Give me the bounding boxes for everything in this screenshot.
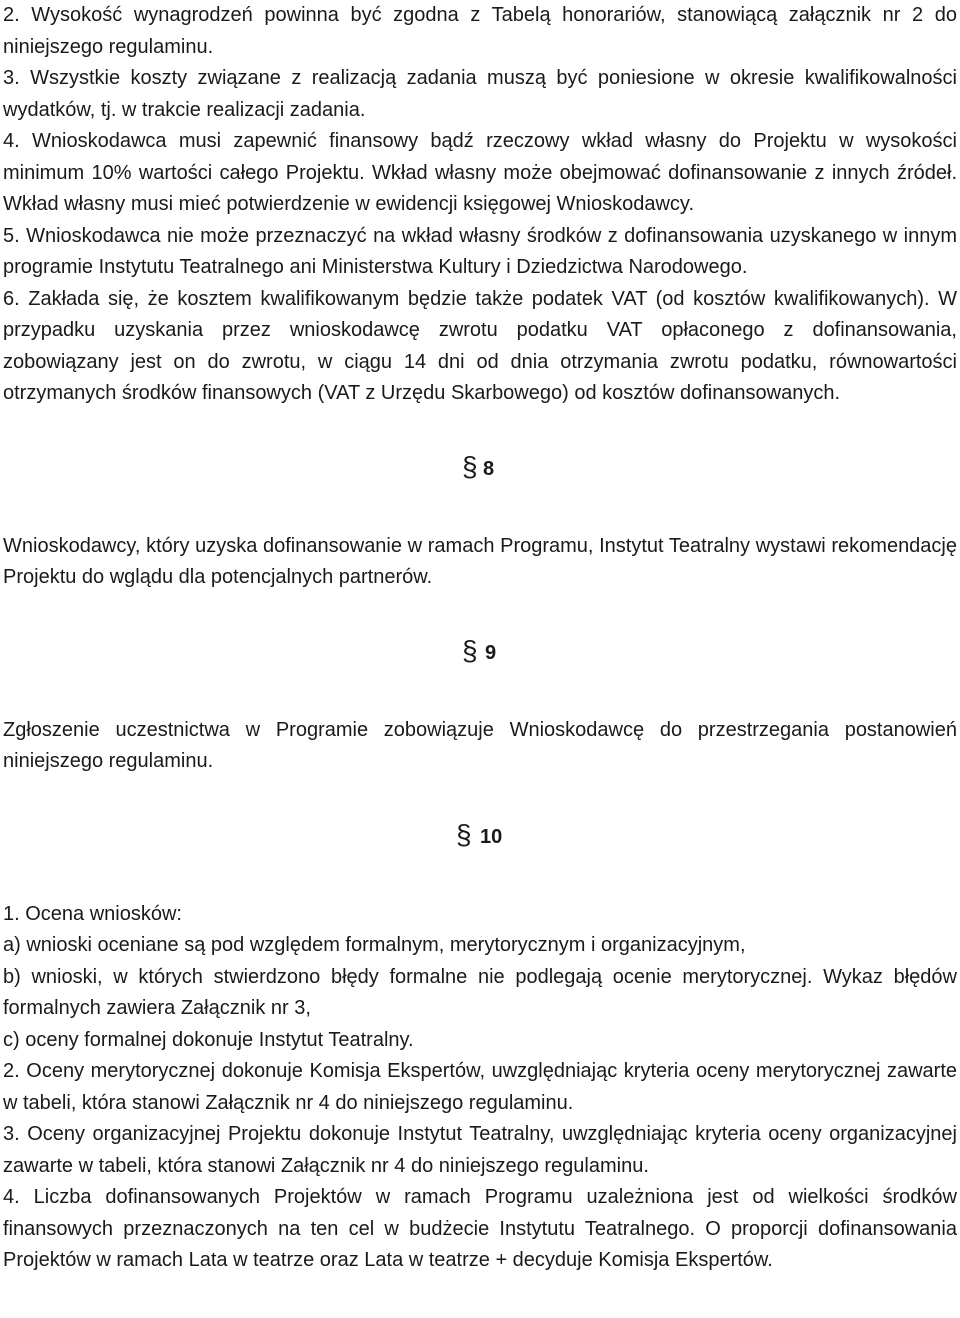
section-10-item-1a: a) wnioski oceniane są pod względem formalnym, merytorycznym i organizacyjnym, bbox=[3, 934, 746, 956]
section-number: 8 bbox=[483, 457, 495, 480]
section-10-item-1b: b) wnioski, w których stwierdzono błędy formalne nie podlegają ocenie merytorycznej. Wykaz błędów formalnych zawiera Załącznik nr 3, bbox=[3, 965, 957, 1019]
section-9-heading bbox=[3, 625, 957, 685]
section-10-item-3: 3. Oceny organizacyjnej Projektu dokonuje Instytut Teatralny, uwzględniając kryteria oceny organizacyjnej zawarte w tabeli, która stanowi Załącznik nr 4 do niniejszego regulaminu. bbox=[3, 1123, 957, 1177]
section-8-heading bbox=[3, 441, 957, 501]
section-10-item-1c: c) oceny formalnej dokonuje Instytut Teatralny. bbox=[3, 1028, 414, 1051]
section-10-item-4: 4. Liczba dofinansowanych Projektów w ramach Programu uzależniona jest od wielkości środków finansowych przeznaczonych na ten cel w budżecie Instytutu Teatralnego. O proporcji dofinansowania Projektów w ramach Lata w teatrze oraz Lata w teatrze + decyduje Komisja Ekspertów. bbox=[3, 1186, 957, 1271]
section-sign: § bbox=[462, 450, 478, 482]
paragraph-5: 5. Wnioskodawca nie może przeznaczyć na wkład własny środków z dofinansowania uzyskanego w innym programie Instytutu Teatralnego ani Ministerstwa Kultury i Dziedzictwa Narodowego. bbox=[3, 224, 957, 278]
section-10-item-2: 2. Oceny merytorycznej dokonuje Komisja Ekspertów, uwzględniając kryteria oceny merytorycznej zawarte w tabeli, która stanowi Załącznik nr 4 do niniejszego regulaminu. bbox=[3, 1060, 957, 1114]
section-9-text: Zgłoszenie uczestnictwa w Programie zobowiązuje Wnioskodawcę do przestrzegania postanowień niniejszego regulaminu. bbox=[3, 718, 957, 772]
paragraph-4: 4. Wnioskodawca musi zapewnić finansowy bądź rzeczowy wkład własny do Projektu w wysokości minimum 10% wartości całego Projektu. Wkład własny może obejmować dofinansowanie z innych źródeł. Wkład własny musi mieć potwierdzenie w ewidencji księgowej Wnioskodawcy. bbox=[3, 130, 957, 215]
document-page bbox=[3, 0, 957, 1277]
section-number: 10 bbox=[480, 825, 503, 848]
section-10-item-1-title: 1. Ocena wniosków: bbox=[3, 902, 182, 925]
paragraph-6: 6. Zakłada się, że kosztem kwalifikowanym będzie także podatek VAT (od kosztów kwalifikowanych). W przypadku uzyskania przez wnioskodawcę zwrotu podatku VAT opłaconego z dofinansowania, zobowiązany jest on do zwrotu, w ciągu 14 dni od dnia otrzymania zwrotu podatku, równowartości otrzymanych środków finansowych (VAT z Urzędu Skarbowego) od kosztów dofinansowanych. bbox=[3, 287, 957, 404]
section-sign: § bbox=[462, 634, 478, 666]
paragraph-3: 3. Wszystkie koszty związane z realizacją zadania muszą być poniesione w okresie kwalifikowalności wydatków, tj. w trakcie realizacji zadania. bbox=[3, 67, 957, 121]
section-8-text: Wnioskodawcy, który uzyska dofinansowanie w ramach Programu, Instytut Teatralny wystawi rekomendację Projektu do wglądu dla potencjalnych partnerów. bbox=[3, 534, 957, 588]
section-sign: § bbox=[456, 818, 472, 850]
paragraph-2: 2. Wysokość wynagrodzeń powinna być zgodna z Tabelą honorariów, stanowiącą załącznik nr 2 do niniejszego regulaminu. bbox=[3, 4, 957, 58]
section-10-heading bbox=[3, 809, 957, 869]
section-number: 9 bbox=[485, 641, 497, 664]
